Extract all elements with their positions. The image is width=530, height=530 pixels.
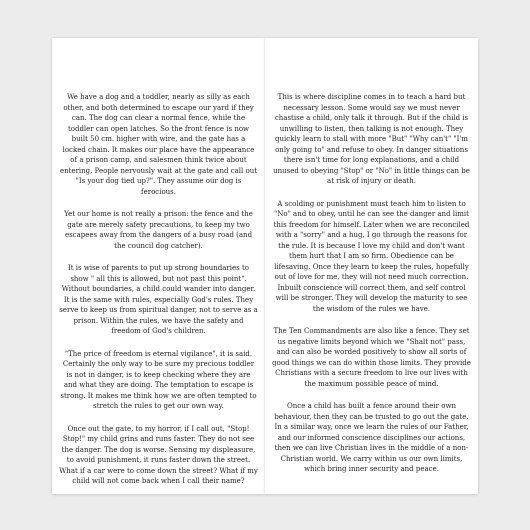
left-paragraph-2: Yet our home is not really a prison: the fence and the gate are merely safety precautions, to keep my two escapees away from the dangers of a busy road (and the council dog catcher). — [64, 210, 253, 250]
right-paragraph-4: Once a child has built a fence around their own behaviour, then they can be trusted to go out the gate. In a similar way, once we learn the rules of our Father, and our informed conscience disciplines our actions, then we can live Christian lives in the middle of a non-Christian world. We carry within us our own limits, which bring inner security and peace. — [274, 402, 469, 473]
right-paragraph-2: A scolding or punishment must teach him to listen to "No" and to obey, until he can see the danger and limit this freedom for himself. Later when we are reconciled with a "sorry" and a hug, I go through the reasons for the rule. It is because I love my child and don't want them hurt that I am so firm. Obedience can be lifesaving. Once they learn to keep the rules, hopefully out of love for me, they will not need much correction. Inbuilt conscience will correct them, and self control will be stronger. They will develop the maturity to see the wisdom of the rules we have. — [273, 199, 470, 313]
left-page — [52, 38, 265, 494]
left-paragraph-5: Once out the gate, to my horror, if I call out, "Stop! Stop!" my child grins and runs faster. They do not see the danger. The dog is worse. Sensing my displeasure, to avoid punishment, it runs faster down the street. What if a car were to come down the street? What if my child will not come back when I call their name? — [59, 424, 258, 485]
right-paragraph-1: This is where discipline comes in to teach a hard but necessary lesson. Some would say we must never chastise a child, only talk it through. But if the child is unwilling to listen, then talking is not enough. They quickly learn to stall with more "But" "Why can't" "I'm only going to" and refuse to obey. In danger situations there isn't time for long explanations, and a child unused to obeying "Stop" or "No" in little things can be at risk of injury or death. — [273, 93, 470, 185]
left-paragraph-3: It is wise of parents to put up strong boundaries to show " all this is allowed, but not past this point". Without boundaries, a child could wander into danger. It is the same with rules, especially God's rules. They serve to keep us from spiritual danger, not to serve as a prison. Within the rules, we have the safety and freedom of God's children. — [59, 264, 258, 335]
right-paragraph-3: The Ten Commandments are also like a fence. They set us negative limits beyond which we "Shalt not" pass, and can also be worded positively to show all sorts of good things we can do within those limits. They provide Christians with a secure freedom to live our lives with the maximum possible peace of mind. — [272, 327, 471, 388]
right-page — [265, 38, 478, 494]
left-paragraph-1: We have a dog and a toddler, nearly as silly as each other, and both determined to escape our yard if they can. The dog can clear a normal fence, while the toddler can open latches. So the front fence is now built 50 cm. higher with wire, and the gate has a locked chain. It makes our place have the appearance of a prison camp, and salesmen think twice about entering. People nervously wait at the gate and call out "Is your dog tied up?". They assume our dog is ferocious. — [59, 93, 258, 196]
left-paragraph-4: "The price of freedom is eternal vigilance", it is said. Certainly the only way to be sure my precious toddler is not in danger, is to keep checking where they are and what they are doing. The temptation to escape is strong. It makes me think how we are often tempted to stretch the rules to get our own way. — [60, 349, 257, 410]
